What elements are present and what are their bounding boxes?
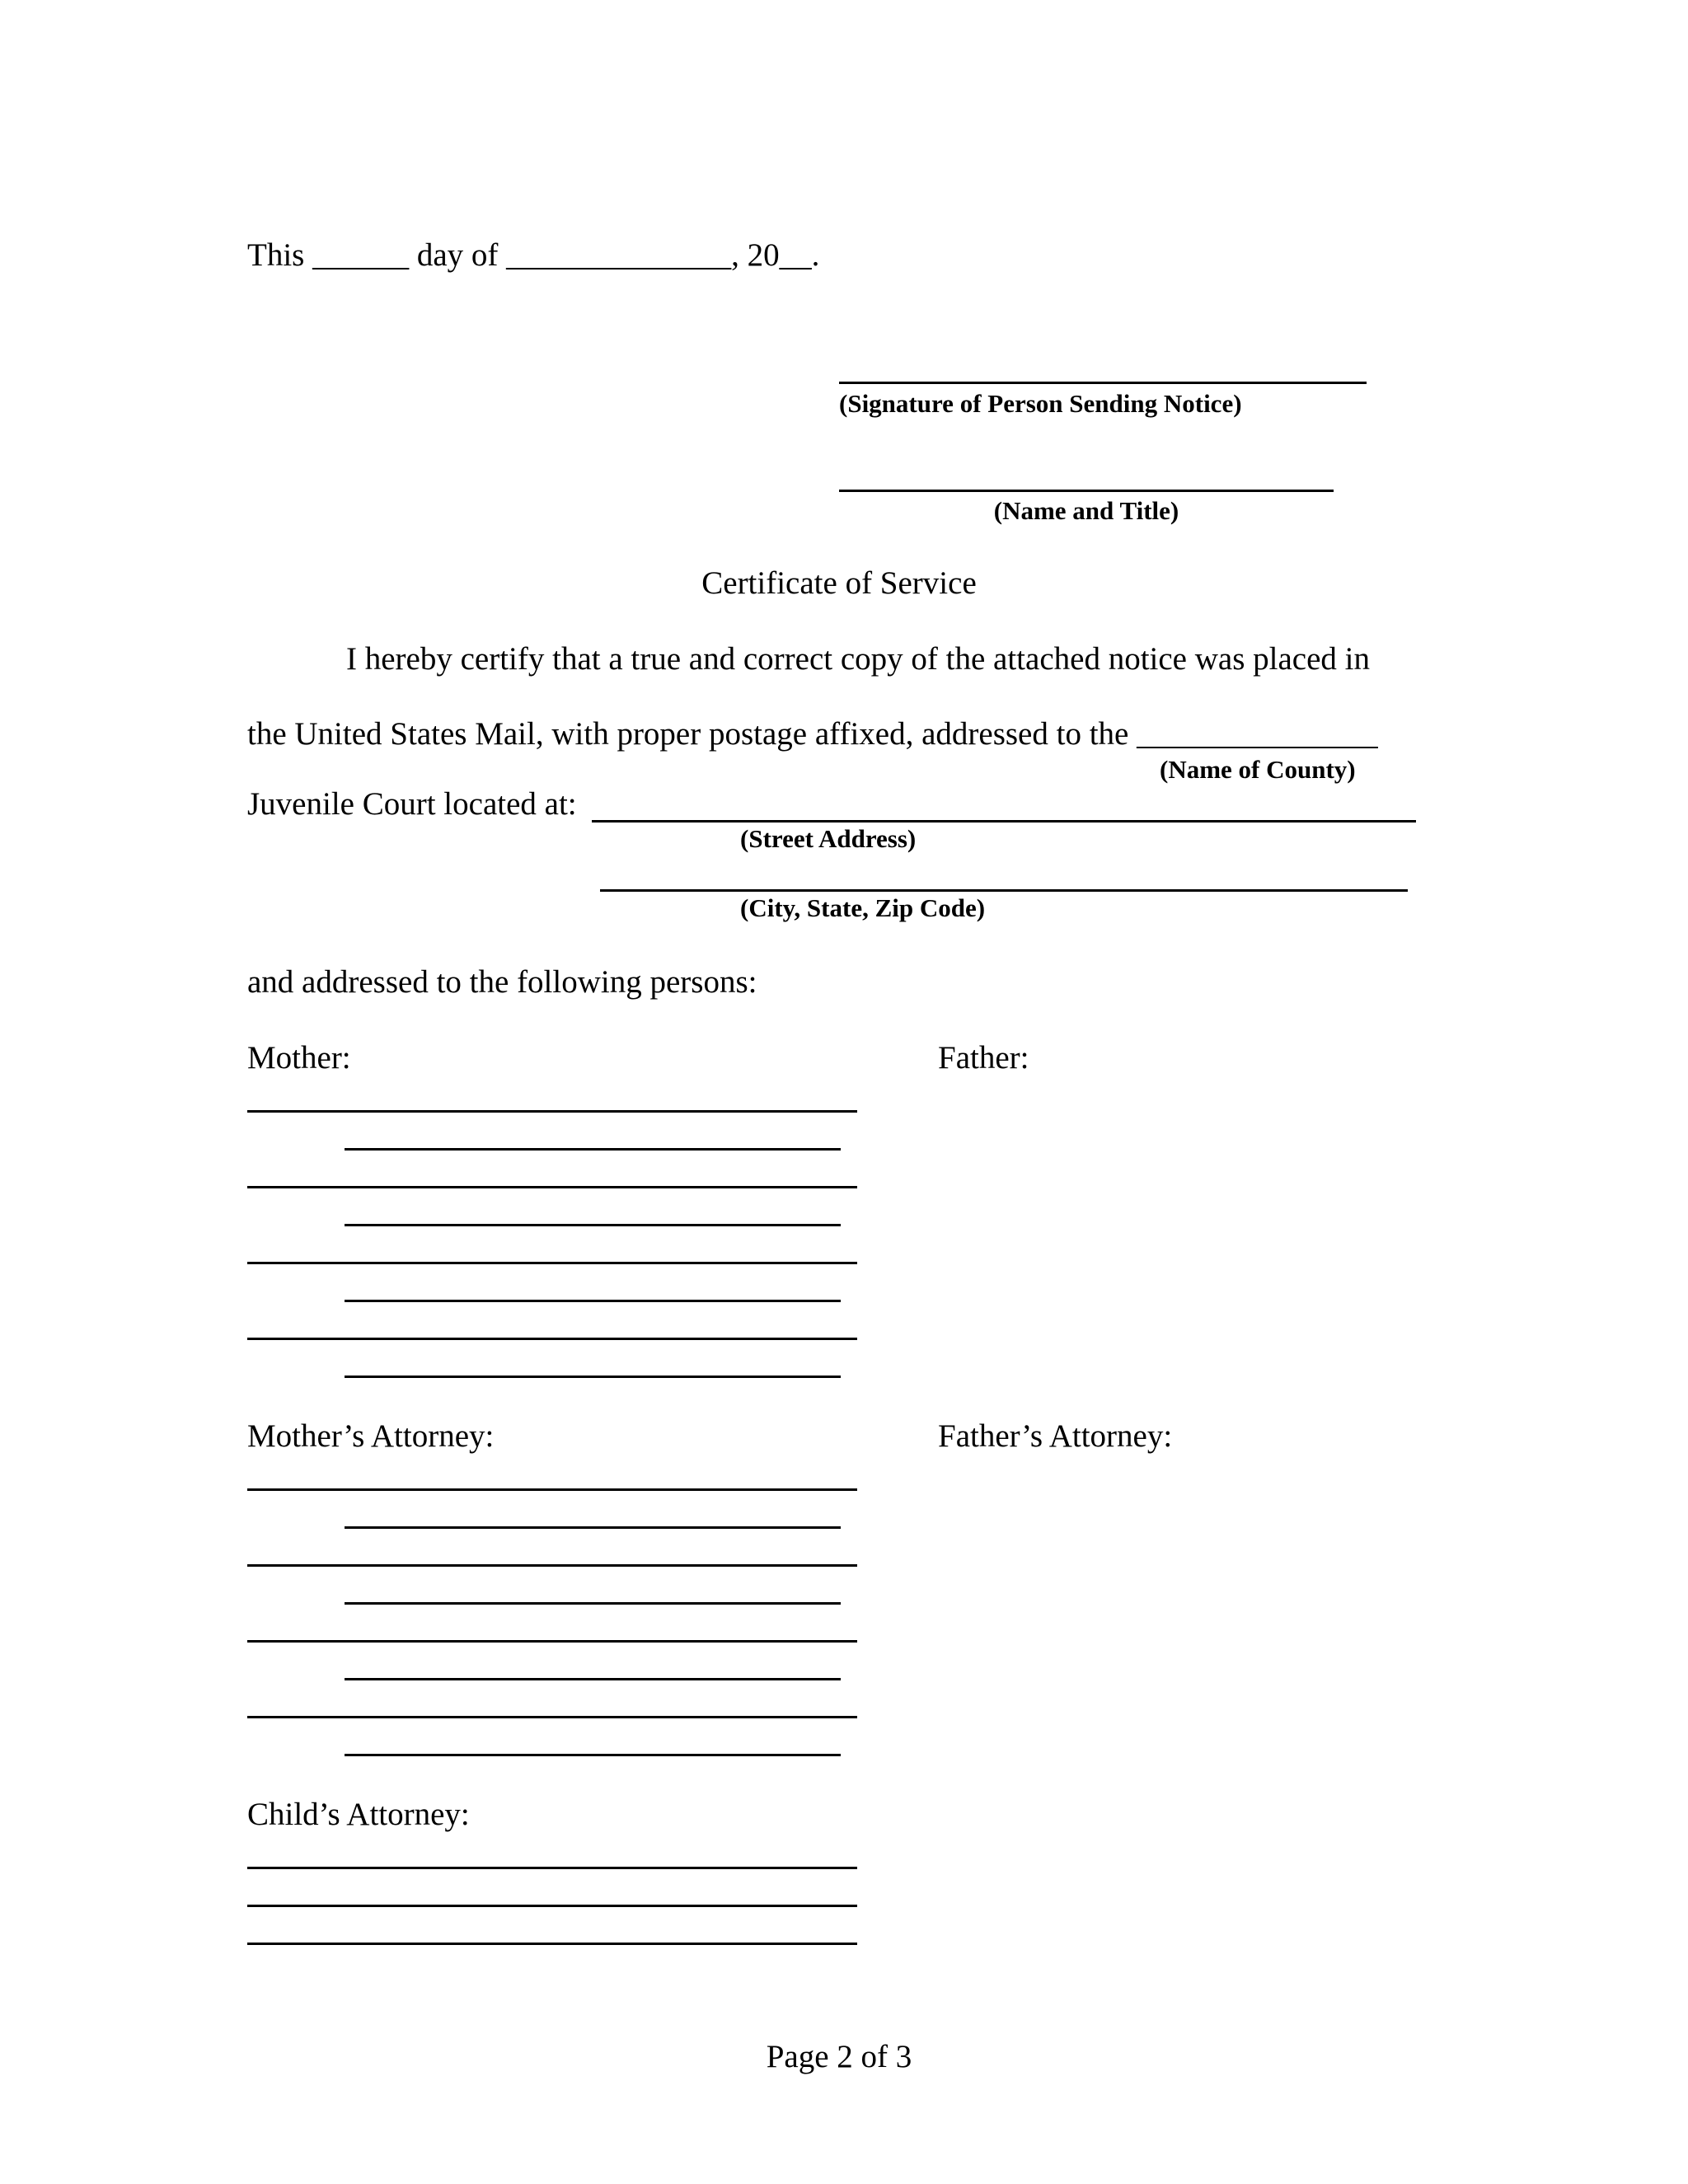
day-of-text: day of [416,237,499,273]
paragraph-line2-text: the United States Mail, with proper postage affixed, addressed to the [247,716,1129,752]
year-prefix: , 20 [731,237,780,273]
name-title-label: (Name and Title) [993,496,1179,525]
child-attorney-label: Child’s Attorney: [247,1797,470,1832]
mother-attorney-label: Mother’s Attorney: [247,1418,495,1454]
page-number: Page 2 of 3 [766,2039,912,2074]
signature-label: (Signature of Person Sending Notice) [839,389,1242,418]
mother-address-line[interactable] [247,1186,857,1188]
child-attorney-address-line[interactable] [247,1867,857,1869]
mother-attorney-address-line[interactable] [345,1602,841,1605]
mother-attorney-address-line[interactable] [247,1564,857,1567]
mother-attorney-address-line[interactable] [247,1640,857,1643]
persons-intro: and addressed to the following persons: [247,964,757,1000]
county-blank[interactable]: _______________ [1137,716,1378,752]
court-line: Juvenile Court located at: [247,786,577,822]
mother-address-line[interactable] [247,1338,857,1340]
mother-attorney-address-line[interactable] [345,1754,841,1756]
county-label: (Name of County) [1160,755,1356,784]
child-attorney-address-line[interactable] [247,1943,857,1945]
certificate-paragraph-line2 [247,718,1378,750]
city-state-zip-label: (City, State, Zip Code) [740,893,986,922]
mother-attorney-address-line[interactable] [247,1716,857,1718]
year-blank[interactable]: __ [779,237,812,273]
mother-address-line[interactable] [345,1148,841,1151]
mother-address-line[interactable] [247,1110,857,1113]
mother-address-line[interactable] [345,1376,841,1378]
certificate-heading: Certificate of Service [701,565,977,601]
month-blank[interactable]: ______________ [506,237,732,273]
name-title-line[interactable] [839,490,1334,492]
date-period: . [811,237,820,273]
date-line [247,239,819,271]
certificate-paragraph-line1: I hereby certify that a true and correct copy of the attached notice was placed in [346,641,1370,677]
mother-attorney-address-line[interactable] [247,1488,857,1491]
child-attorney-address-line[interactable] [247,1905,857,1907]
father-label: Father: [938,1040,1029,1076]
mother-address-line[interactable] [247,1262,857,1264]
mother-attorney-address-line[interactable] [345,1678,841,1680]
mother-address-line[interactable] [345,1300,841,1302]
father-attorney-label: Father’s Attorney: [938,1418,1173,1454]
city-state-zip-line[interactable] [600,889,1408,892]
signature-line[interactable] [839,382,1367,384]
day-blank[interactable]: ______ [312,237,410,273]
street-address-line[interactable] [592,820,1416,823]
mother-label: Mother: [247,1040,351,1076]
street-address-label: (Street Address) [740,824,917,853]
date-prefix: This [247,237,305,273]
mother-attorney-address-line[interactable] [345,1526,841,1529]
mother-address-line[interactable] [345,1224,841,1226]
